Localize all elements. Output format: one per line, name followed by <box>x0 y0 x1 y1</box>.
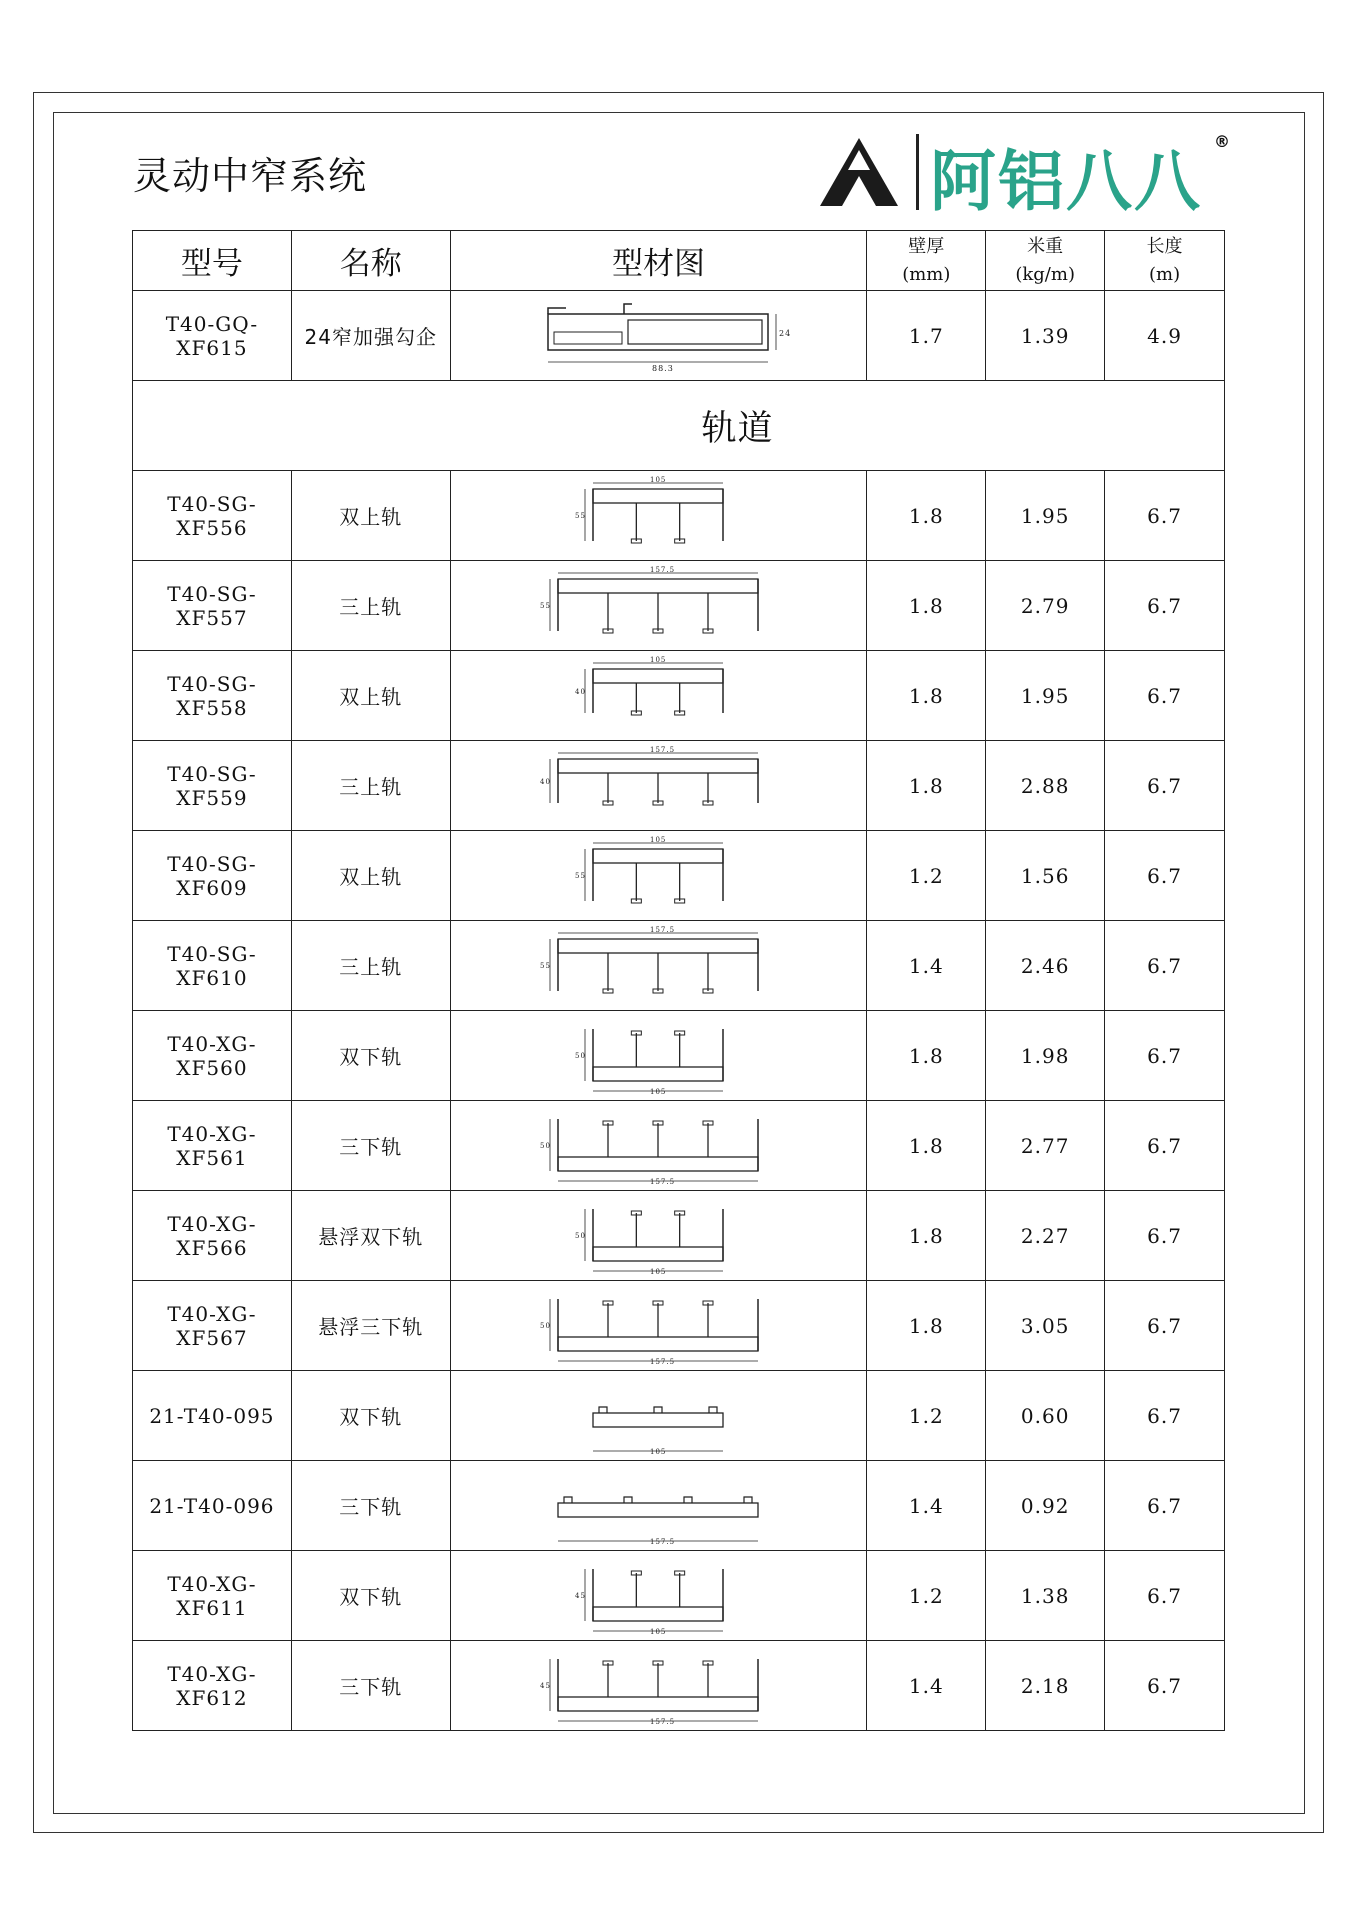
document-title: 灵动中窄系统 <box>133 154 368 198</box>
profile-drawing <box>528 657 788 735</box>
cell-thickness: 1.8 <box>867 471 986 561</box>
cell-weight: 0.60 <box>986 1371 1105 1461</box>
logo-text: 阿铝八八 <box>930 143 1202 220</box>
cell-model: 21-T40-095 <box>133 1371 292 1461</box>
cell-length: 6.7 <box>1105 1551 1225 1641</box>
cell-thickness: 1.2 <box>867 1371 986 1461</box>
cell-thickness: 1.4 <box>867 1641 986 1731</box>
cell-name: 双上轨 <box>291 831 450 921</box>
cell-model: T40-SG-XF558 <box>133 651 292 741</box>
profile-drawing <box>528 837 788 915</box>
cell-length: 6.7 <box>1105 1371 1225 1461</box>
cell-thickness: 1.2 <box>867 1551 986 1641</box>
dimension-height: 50 <box>575 1051 587 1060</box>
cell-length: 6.7 <box>1105 831 1225 921</box>
cell-name: 三上轨 <box>291 741 450 831</box>
table-row <box>133 1101 1225 1191</box>
logo-separator <box>916 134 919 210</box>
cell-thickness: 1.8 <box>867 741 986 831</box>
profile-body <box>593 1067 723 1081</box>
profile-drawing <box>528 1287 788 1365</box>
header-wall-thickness-unit: (mm) <box>902 263 951 285</box>
profile-body <box>558 759 758 773</box>
section-title-cell <box>133 381 1225 471</box>
profile-spec-table <box>132 230 1225 1731</box>
cell-length: 6.7 <box>1105 741 1225 831</box>
cell-profile-drawing <box>450 1461 867 1551</box>
cell-weight: 2.88 <box>986 741 1105 831</box>
cell-thickness: 1.8 <box>867 1191 986 1281</box>
cell-weight: 1.39 <box>986 291 1105 381</box>
table-row <box>133 291 1225 381</box>
profile-rib <box>684 1497 692 1503</box>
cell-profile-drawing <box>450 561 867 651</box>
dimension-width: 105 <box>650 835 667 844</box>
cell-thickness: 1.8 <box>867 1101 986 1191</box>
cell-weight: 1.38 <box>986 1551 1105 1641</box>
dimension-width: 105 <box>650 1267 667 1276</box>
cell-profile-drawing <box>450 1011 867 1101</box>
dimension-width: 105 <box>650 1447 667 1456</box>
cell-thickness: 1.8 <box>867 651 986 741</box>
cell-weight: 0.92 <box>986 1461 1105 1551</box>
cell-name: 双下轨 <box>291 1551 450 1641</box>
profile-body <box>593 1247 723 1261</box>
cell-length: 6.7 <box>1105 1281 1225 1371</box>
dimension-height: 24 <box>779 328 792 338</box>
cell-weight: 1.98 <box>986 1011 1105 1101</box>
dimension-height: 50 <box>540 1141 552 1150</box>
profile-rib <box>599 1407 607 1413</box>
dimension-height: 40 <box>540 777 552 786</box>
cell-thickness: 1.8 <box>867 561 986 651</box>
dimension-height: 55 <box>540 601 552 610</box>
cell-length: 6.7 <box>1105 1461 1225 1551</box>
cell-profile-drawing <box>450 1551 867 1641</box>
logo-triangle-icon <box>818 136 900 208</box>
cell-profile-drawing <box>450 651 867 741</box>
profile-rib <box>654 1407 662 1413</box>
cell-name: 24窄加强勾企 <box>291 291 450 381</box>
profile-rib <box>624 1497 632 1503</box>
cell-profile-drawing <box>450 741 867 831</box>
profile-rib <box>744 1497 752 1503</box>
cell-model: T40-SG-XF609 <box>133 831 292 921</box>
dimension-height: 50 <box>540 1321 552 1330</box>
cell-weight: 2.18 <box>986 1641 1105 1731</box>
header-figure: 型材图 <box>450 231 867 291</box>
cell-name: 双下轨 <box>291 1371 450 1461</box>
table-row <box>133 651 1225 741</box>
profile-body <box>558 939 758 953</box>
cell-model: T40-SG-XF610 <box>133 921 292 1011</box>
section-row <box>133 381 1225 471</box>
cell-thickness: 1.8 <box>867 1011 986 1101</box>
table-header-row <box>133 231 1225 291</box>
cell-length: 4.9 <box>1105 291 1225 381</box>
table-row <box>133 1461 1225 1551</box>
cell-profile-drawing <box>450 1641 867 1731</box>
cell-weight: 1.95 <box>986 651 1105 741</box>
cell-length: 6.7 <box>1105 1011 1225 1101</box>
profile-drawing <box>528 300 792 373</box>
cell-weight: 3.05 <box>986 1281 1105 1371</box>
cell-length: 6.7 <box>1105 651 1225 741</box>
profile-drawing <box>528 1377 788 1455</box>
cell-name: 三下轨 <box>291 1101 450 1191</box>
dimension-width: 157.5 <box>650 565 676 574</box>
cell-profile-drawing <box>450 291 867 381</box>
profile-body <box>593 849 723 863</box>
cell-model: T40-XG-XF561 <box>133 1101 292 1191</box>
cell-model: T40-SG-XF559 <box>133 741 292 831</box>
header-unit-weight <box>986 231 1105 291</box>
table-row <box>133 831 1225 921</box>
cell-length: 6.7 <box>1105 1101 1225 1191</box>
cell-weight: 2.79 <box>986 561 1105 651</box>
cell-name: 三上轨 <box>291 921 450 1011</box>
cell-model: T40-SG-XF556 <box>133 471 292 561</box>
cell-name: 双上轨 <box>291 651 450 741</box>
table-row <box>133 1641 1225 1731</box>
cell-thickness: 1.7 <box>867 291 986 381</box>
table-row <box>133 1371 1225 1461</box>
profile-body <box>593 669 723 683</box>
profile-drawing <box>528 567 788 645</box>
cell-model: T40-SG-XF557 <box>133 561 292 651</box>
dimension-width: 157.5 <box>650 1537 676 1546</box>
cell-thickness: 1.4 <box>867 1461 986 1551</box>
cell-length: 6.7 <box>1105 921 1225 1011</box>
cell-model: T40-XG-XF560 <box>133 1011 292 1101</box>
header-length <box>1105 231 1225 291</box>
brand-logo <box>818 132 1230 220</box>
profile-body <box>558 1503 758 1517</box>
cell-length: 6.7 <box>1105 1641 1225 1731</box>
table-row <box>133 561 1225 651</box>
dimension-width: 105 <box>650 1627 667 1636</box>
cell-name: 三上轨 <box>291 561 450 651</box>
dimension-width: 157.5 <box>650 1717 676 1726</box>
cell-profile-drawing <box>450 1191 867 1281</box>
profile-drawing <box>528 1647 788 1725</box>
dimension-width: 157.5 <box>650 745 676 754</box>
section-title: 轨道 <box>701 408 774 449</box>
cell-profile-drawing <box>450 1101 867 1191</box>
table-row <box>133 741 1225 831</box>
profile-drawing <box>528 1017 788 1095</box>
cell-thickness: 1.4 <box>867 921 986 1011</box>
cell-weight: 2.77 <box>986 1101 1105 1191</box>
dimension-width: 157.5 <box>650 1177 676 1186</box>
dimension-width: 157.5 <box>650 925 676 934</box>
cell-model: T40-XG-XF611 <box>133 1551 292 1641</box>
profile-body <box>593 1607 723 1621</box>
dimension-width: 105 <box>650 655 667 664</box>
profile-drawing <box>528 747 788 825</box>
cell-name: 双下轨 <box>291 1011 450 1101</box>
dimension-height: 50 <box>575 1231 587 1240</box>
header-wall-thickness-label: 壁厚 <box>908 235 945 257</box>
table-row <box>133 921 1225 1011</box>
cell-name: 悬浮双下轨 <box>291 1191 450 1281</box>
cell-profile-drawing <box>450 471 867 561</box>
profile-drawing <box>528 927 788 1005</box>
cell-weight: 2.27 <box>986 1191 1105 1281</box>
dimension-height: 40 <box>575 687 587 696</box>
table-row <box>133 1551 1225 1641</box>
cell-thickness: 1.2 <box>867 831 986 921</box>
cell-model: T40-GQ-XF615 <box>133 291 292 381</box>
profile-body <box>593 1413 723 1427</box>
cell-name: 三下轨 <box>291 1641 450 1731</box>
profile-body <box>558 1337 758 1351</box>
profile-drawing <box>528 1197 788 1275</box>
profile-drawing <box>528 1557 788 1635</box>
header-wall-thickness <box>867 231 986 291</box>
cell-profile-drawing <box>450 921 867 1011</box>
cell-weight: 2.46 <box>986 921 1105 1011</box>
cell-length: 6.7 <box>1105 471 1225 561</box>
table-row <box>133 1011 1225 1101</box>
profile-drawing <box>528 1467 788 1545</box>
table-row <box>133 471 1225 561</box>
cell-thickness: 1.8 <box>867 1281 986 1371</box>
cell-weight: 1.56 <box>986 831 1105 921</box>
cell-model: T40-XG-XF566 <box>133 1191 292 1281</box>
cell-profile-drawing <box>450 1371 867 1461</box>
dimension-height: 55 <box>575 871 587 880</box>
profile-body <box>558 1697 758 1711</box>
cell-length: 6.7 <box>1105 561 1225 651</box>
header-model: 型号 <box>133 231 292 291</box>
profile-drawing <box>528 477 788 555</box>
cell-name: 双上轨 <box>291 471 450 561</box>
table-row <box>133 1281 1225 1371</box>
dimension-height: 45 <box>575 1591 587 1600</box>
dimension-width: 157.5 <box>650 1357 676 1366</box>
dimension-width: 88.3 <box>652 363 675 373</box>
profile-body <box>593 489 723 503</box>
cell-model: 21-T40-096 <box>133 1461 292 1551</box>
cell-model: T40-XG-XF567 <box>133 1281 292 1371</box>
dimension-height: 55 <box>540 961 552 970</box>
dimension-width: 105 <box>650 475 667 484</box>
cell-name: 三下轨 <box>291 1461 450 1551</box>
dimension-height: 55 <box>575 511 587 520</box>
profile-rib <box>564 1497 572 1503</box>
profile-body <box>558 579 758 593</box>
cell-model: T40-XG-XF612 <box>133 1641 292 1731</box>
header-length-unit: (m) <box>1148 263 1181 285</box>
header-unit-weight-unit: (kg/m) <box>1015 263 1075 285</box>
header-unit-weight-label: 米重 <box>1027 235 1064 257</box>
profile-drawing <box>528 1107 788 1185</box>
cell-name: 悬浮三下轨 <box>291 1281 450 1371</box>
table-row <box>133 1191 1225 1281</box>
cell-length: 6.7 <box>1105 1191 1225 1281</box>
profile-body <box>558 1157 758 1171</box>
profile-rib <box>709 1407 717 1413</box>
header-length-label: 长度 <box>1146 235 1183 257</box>
cell-profile-drawing <box>450 831 867 921</box>
cell-profile-drawing <box>450 1281 867 1371</box>
cell-weight: 1.95 <box>986 471 1105 561</box>
registered-mark: ® <box>1214 132 1230 151</box>
dimension-height: 45 <box>540 1681 552 1690</box>
dimension-width: 105 <box>650 1087 667 1096</box>
header-name: 名称 <box>291 231 450 291</box>
